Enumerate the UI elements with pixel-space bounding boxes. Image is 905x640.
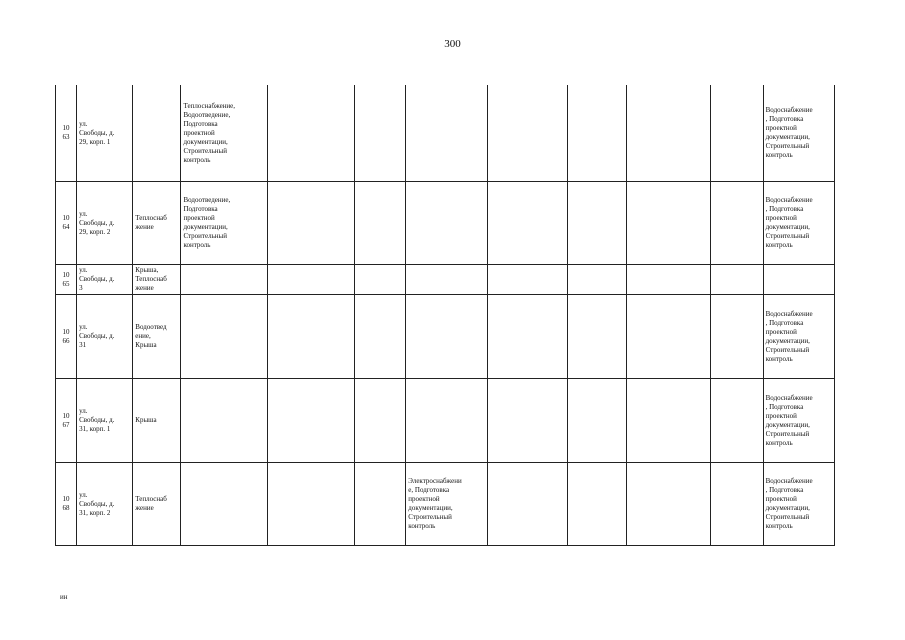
address-cell: ул. Свободы, д. 29, корп. 1 — [77, 85, 133, 182]
row-number-cell: 10 65 — [56, 265, 77, 295]
work-type-cell: Водоотвед ение, Крыша — [133, 295, 181, 379]
address-cell: ул. Свободы, д. 31, корп. 1 — [77, 379, 133, 463]
empty-cell — [627, 85, 711, 182]
electricity-cell — [406, 379, 487, 463]
table-row — [56, 182, 835, 265]
empty-cell — [627, 295, 711, 379]
water-supply-cell: Водоснабжение , Подготовка проектной документации, Строительный контроль — [763, 295, 834, 379]
water-supply-cell: Водоснабжение , Подготовка проектной документации, Строительный контроль — [763, 182, 834, 265]
row-number-cell: 10 68 — [56, 463, 77, 546]
empty-cell — [487, 85, 567, 182]
empty-cell — [267, 379, 354, 463]
empty-cell — [711, 463, 763, 546]
empty-cell — [267, 265, 354, 295]
works-cell — [181, 463, 267, 546]
electricity-cell — [406, 295, 487, 379]
empty-cell — [711, 379, 763, 463]
empty-cell — [487, 182, 567, 265]
empty-cell — [267, 182, 354, 265]
electricity-cell: Электроснабжени е, Подготовка проектной документации, Строительный контроль — [406, 463, 487, 546]
empty-cell — [355, 463, 406, 546]
work-type-cell: Крыша, Теплоснаб жение — [133, 265, 181, 295]
empty-cell — [711, 265, 763, 295]
water-supply-cell: Водоснабжение , Подготовка проектной документации, Строительный контроль — [763, 463, 834, 546]
empty-cell — [355, 182, 406, 265]
address-cell: ул. Свободы, д. 31 — [77, 295, 133, 379]
empty-cell — [627, 463, 711, 546]
empty-cell — [567, 85, 626, 182]
address-cell: ул. Свободы, д. 3 — [77, 265, 133, 295]
table-row — [56, 85, 835, 182]
water-supply-cell — [763, 265, 834, 295]
empty-cell — [627, 182, 711, 265]
works-cell — [181, 379, 267, 463]
table-row — [56, 295, 835, 379]
work-type-cell: Теплоснаб жение — [133, 182, 181, 265]
row-number-cell: 10 63 — [56, 85, 77, 182]
row-number-cell: 10 66 — [56, 295, 77, 379]
empty-cell — [487, 379, 567, 463]
empty-cell — [567, 295, 626, 379]
empty-cell — [267, 295, 354, 379]
work-type-cell: Теплоснаб жение — [133, 463, 181, 546]
water-supply-cell: Водоснабжение , Подготовка проектной документации, Строительный контроль — [763, 85, 834, 182]
empty-cell — [567, 379, 626, 463]
empty-cell — [711, 85, 763, 182]
empty-cell — [567, 463, 626, 546]
address-cell: ул. Свободы, д. 29, корп. 2 — [77, 182, 133, 265]
empty-cell — [567, 265, 626, 295]
works-cell: Водоотведение, Подготовка проектной документации, Строительный контроль — [181, 182, 267, 265]
works-table — [55, 85, 835, 546]
empty-cell — [355, 295, 406, 379]
table-row — [56, 463, 835, 546]
work-type-cell — [133, 85, 181, 182]
electricity-cell — [406, 265, 487, 295]
empty-cell — [267, 463, 354, 546]
empty-cell — [355, 265, 406, 295]
water-supply-cell: Водоснабжение , Подготовка проектной документации, Строительный контроль — [763, 379, 834, 463]
works-cell — [181, 265, 267, 295]
works-cell: Теплоснабжение, Водоотведение, Подготовка проектной документации, Строительный контроль — [181, 85, 267, 182]
footer-mark: ин — [60, 593, 68, 601]
electricity-cell — [406, 85, 487, 182]
empty-cell — [567, 182, 626, 265]
empty-cell — [711, 295, 763, 379]
row-number-cell: 10 67 — [56, 379, 77, 463]
work-type-cell: Крыша — [133, 379, 181, 463]
row-number-cell: 10 64 — [56, 182, 77, 265]
empty-cell — [487, 265, 567, 295]
empty-cell — [627, 379, 711, 463]
table-row — [56, 265, 835, 295]
works-cell — [181, 295, 267, 379]
empty-cell — [487, 295, 567, 379]
table-row — [56, 379, 835, 463]
address-cell: ул. Свободы, д. 31, корп. 2 — [77, 463, 133, 546]
empty-cell — [487, 463, 567, 546]
empty-cell — [711, 182, 763, 265]
empty-cell — [355, 379, 406, 463]
empty-cell — [267, 85, 354, 182]
empty-cell — [355, 85, 406, 182]
empty-cell — [627, 265, 711, 295]
page-number: 300 — [444, 38, 461, 50]
electricity-cell — [406, 182, 487, 265]
